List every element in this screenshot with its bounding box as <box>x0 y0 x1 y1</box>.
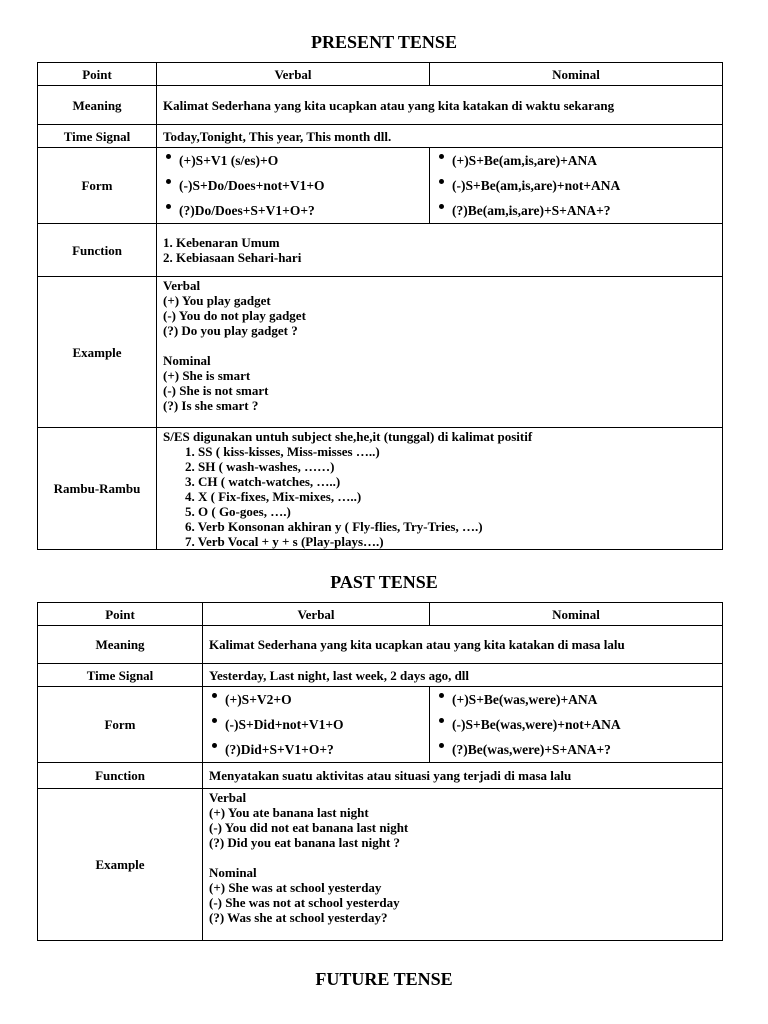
form-verbal-question: (?)Do/Does+S+V1+O+? <box>163 198 423 223</box>
future-tense-title: FUTURE TENSE <box>315 969 453 989</box>
meaning-label: Meaning <box>38 86 157 125</box>
header-row <box>38 603 723 626</box>
meaning-text: Kalimat Sederhana yang kita ucapkan atau yang kita katakan di masa lalu <box>203 626 723 664</box>
form-nominal-cell <box>430 148 723 224</box>
example-line: (+) You ate banana last night <box>209 805 369 820</box>
form-verbal-negative: (-)S+Did+not+V1+O <box>209 712 423 737</box>
example-label: Example <box>38 277 157 428</box>
form-nominal-negative: (-)S+Be(am,is,are)+not+ANA <box>436 173 716 198</box>
example-label: Example <box>38 789 203 941</box>
form-nominal-negative: (-)S+Be(was,were)+not+ANA <box>436 712 716 737</box>
rambu-item: 6. Verb Konsonan akhiran y ( Fly-flies, Try-Tries, ….) <box>185 519 483 534</box>
header-point: Point <box>38 63 157 86</box>
function-row <box>38 763 723 789</box>
form-nominal-question: (?)Be(am,is,are)+S+ANA+? <box>436 198 716 223</box>
function-item: 2. Kebiasaan Sehari-hari <box>163 250 302 265</box>
example-line: (?) Did you eat banana last night ? <box>209 835 401 850</box>
example-line: (?) Do you play gadget ? <box>163 323 298 338</box>
form-nominal-positive: (+)S+Be(am,is,are)+ANA <box>436 148 716 173</box>
function-label: Function <box>38 224 157 277</box>
rambu-label: Rambu-Rambu <box>38 428 157 550</box>
time-signal-label: Time Signal <box>38 125 157 148</box>
form-nominal-cell <box>430 687 723 763</box>
past-tense-table <box>37 602 723 941</box>
time-signal-label: Time Signal <box>38 664 203 687</box>
form-nominal-positive: (+)S+Be(was,were)+ANA <box>436 687 716 712</box>
header-nominal: Nominal <box>430 603 723 626</box>
form-label: Form <box>38 687 203 763</box>
header-verbal: Verbal <box>203 603 430 626</box>
example-line: (-) She was not at school yesterday <box>209 895 400 910</box>
form-verbal-cell <box>157 148 430 224</box>
form-row <box>38 148 723 224</box>
present-tense-title: PRESENT TENSE <box>311 32 457 52</box>
rambu-item: 1. SS ( kiss-kisses, Miss-misses …..) <box>185 444 380 459</box>
function-text: Menyatakan suatu aktivitas atau situasi yang terjadi di masa lalu <box>203 763 723 789</box>
meaning-row <box>38 626 723 664</box>
header-verbal: Verbal <box>157 63 430 86</box>
example-verbal-heading: Verbal <box>209 790 247 805</box>
example-row <box>38 789 723 941</box>
rambu-item: 7. Verb Vocal + y + s (Play-plays….) <box>185 534 384 549</box>
function-cell <box>157 224 723 277</box>
form-nominal-question: (?)Be(was,were)+S+ANA+? <box>436 737 716 762</box>
example-line: (?) Is she smart ? <box>163 398 259 413</box>
present-tense-table <box>37 62 723 550</box>
example-nominal-heading: Nominal <box>163 353 211 368</box>
header-point: Point <box>38 603 203 626</box>
example-line: (?) Was she at school yesterday? <box>209 910 388 925</box>
form-verbal-negative: (-)S+Do/Does+not+V1+O <box>163 173 423 198</box>
meaning-label: Meaning <box>38 626 203 664</box>
rambu-item: 5. O ( Go-goes, ….) <box>185 504 291 519</box>
rambu-cell <box>157 428 723 550</box>
time-signal-text: Yesterday, Last night, last week, 2 days ago, dll <box>203 664 723 687</box>
function-item: 1. Kebenaran Umum <box>163 235 280 250</box>
meaning-text: Kalimat Sederhana yang kita ucapkan atau yang kita katakan di waktu sekarang <box>157 86 723 125</box>
example-line: (-) You did not eat banana last night <box>209 820 409 835</box>
form-row <box>38 687 723 763</box>
example-line: (+) She is smart <box>163 368 251 383</box>
example-cell <box>203 789 723 941</box>
meaning-row <box>38 86 723 125</box>
form-verbal-cell <box>203 687 430 763</box>
time-signal-text: Today,Tonight, This year, This month dll. <box>157 125 723 148</box>
example-line: (+) You play gadget <box>163 293 271 308</box>
example-line: (-) You do not play gadget <box>163 308 306 323</box>
time-signal-row <box>38 664 723 687</box>
example-cell <box>157 277 723 428</box>
example-nominal-heading: Nominal <box>209 865 257 880</box>
time-signal-row <box>38 125 723 148</box>
header-row <box>38 63 723 86</box>
rambu-item: 2. SH ( wash-washes, ……) <box>185 459 335 474</box>
form-verbal-question: (?)Did+S+V1+O+? <box>209 737 423 762</box>
example-row <box>38 277 723 428</box>
example-line: (+) She was at school yesterday <box>209 880 382 895</box>
form-label: Form <box>38 148 157 224</box>
example-verbal-heading: Verbal <box>163 278 201 293</box>
function-row <box>38 224 723 277</box>
rambu-item: 4. X ( Fix-fixes, Mix-mixes, …..) <box>185 489 362 504</box>
function-label: Function <box>38 763 203 789</box>
form-verbal-positive: (+)S+V2+O <box>209 687 423 712</box>
example-line: (-) She is not smart <box>163 383 269 398</box>
header-nominal: Nominal <box>430 63 723 86</box>
past-tense-title: PAST TENSE <box>330 572 438 592</box>
rambu-intro: S/ES digunakan untuh subject she,he,it (tunggal) di kalimat positif <box>163 429 533 444</box>
rambu-item: 3. CH ( watch-watches, …..) <box>185 474 341 489</box>
rambu-row <box>38 428 723 550</box>
form-verbal-positive: (+)S+V1 (s/es)+O <box>163 148 423 173</box>
